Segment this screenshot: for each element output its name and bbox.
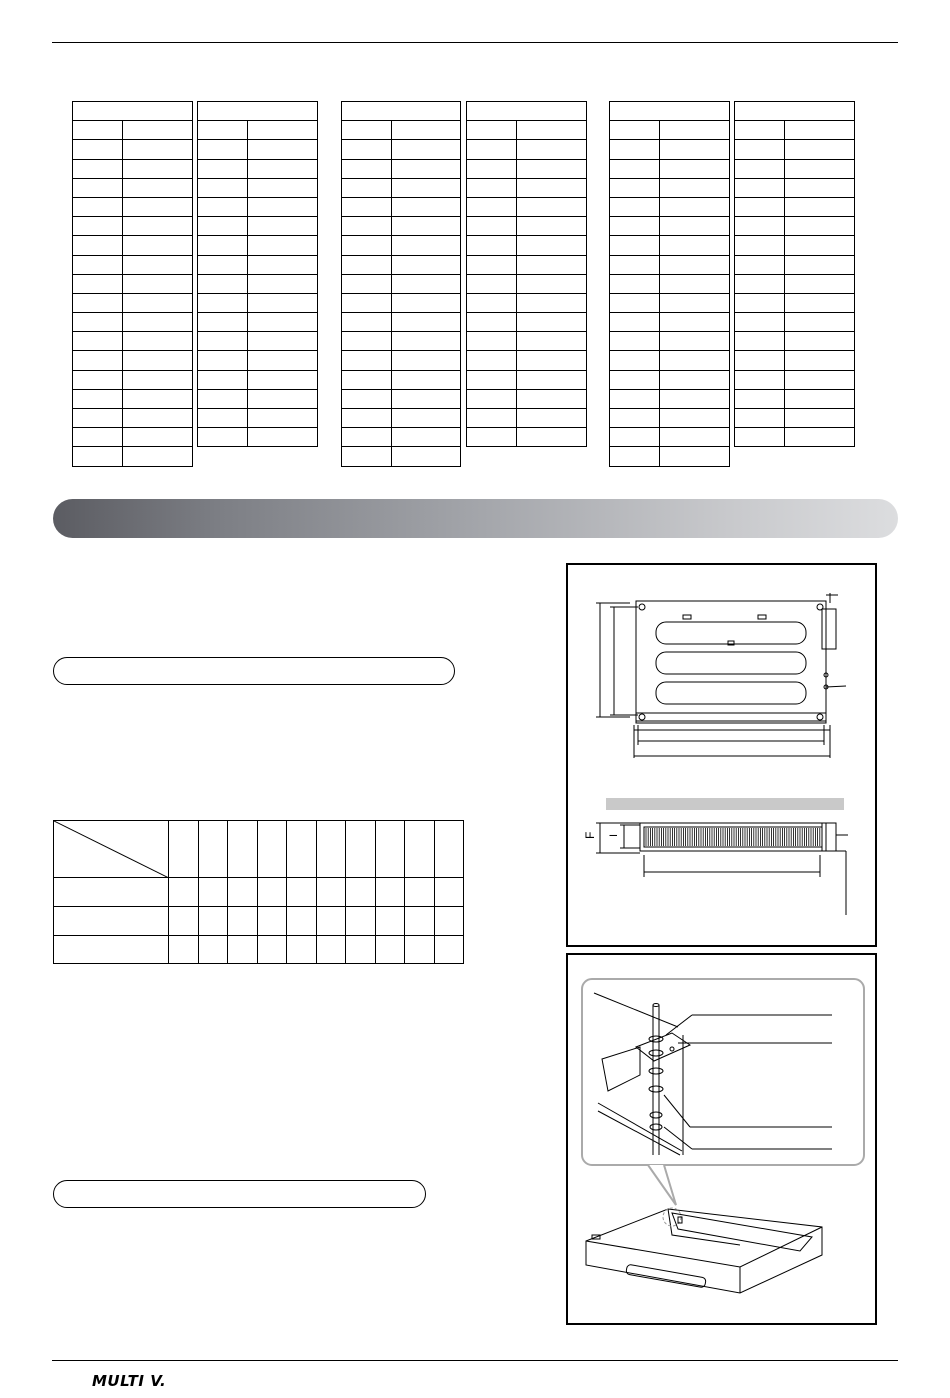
lookup-table-1-body (73, 102, 193, 467)
table-header-row (467, 102, 587, 121)
table-row (467, 140, 587, 159)
table-row (73, 197, 193, 216)
subsection-heading-pill-2 (53, 1180, 426, 1208)
table-row (198, 313, 318, 332)
table-row (342, 389, 461, 408)
multi-v-logo: MULTI V. (92, 1372, 167, 1390)
table-row (342, 428, 461, 447)
table-row (198, 332, 318, 351)
table-row (198, 428, 318, 447)
table-header-row (342, 102, 461, 121)
table-row (198, 293, 318, 312)
table-row (735, 428, 855, 447)
table-row (342, 293, 461, 312)
table-row (610, 140, 730, 159)
table-row (610, 178, 730, 197)
installation-figure (566, 953, 877, 1325)
table-row (73, 332, 193, 351)
table-row (735, 197, 855, 216)
table-row (467, 428, 587, 447)
table-row (610, 255, 730, 274)
table-row (342, 178, 461, 197)
table-row (73, 236, 193, 255)
table-row (198, 121, 318, 140)
table-row (198, 409, 318, 428)
lookup-table-3 (341, 101, 461, 467)
table-row (198, 236, 318, 255)
table-row (342, 236, 461, 255)
table-row (467, 293, 587, 312)
table-row (73, 428, 193, 447)
table-header-row (735, 102, 855, 121)
table-row (198, 389, 318, 408)
table-row (198, 159, 318, 178)
spec-table-corner-cell (54, 821, 169, 878)
dimension-letter-i: I (608, 833, 620, 837)
lookup-table-4-body (467, 102, 587, 447)
front-grille-slats (646, 828, 820, 846)
table-row (610, 121, 730, 140)
table-row (610, 351, 730, 370)
lookup-table-4 (466, 101, 587, 447)
table-row (467, 121, 587, 140)
table-row (73, 121, 193, 140)
table-row (73, 447, 193, 466)
table-row (467, 351, 587, 370)
table-row (342, 217, 461, 236)
table-row (342, 255, 461, 274)
table-row (342, 159, 461, 178)
table-row (735, 313, 855, 332)
table-row (610, 389, 730, 408)
table-row (735, 255, 855, 274)
table-row (467, 178, 587, 197)
table-row (735, 332, 855, 351)
table-row (73, 409, 193, 428)
lookup-table-5-body (610, 102, 730, 467)
table-row (610, 447, 730, 466)
table-row (610, 332, 730, 351)
lookup-table-6 (734, 101, 855, 447)
table-row (467, 409, 587, 428)
table-row (610, 293, 730, 312)
table-row (198, 140, 318, 159)
table-row (467, 217, 587, 236)
table-row (73, 389, 193, 408)
table-row (73, 159, 193, 178)
spec-table-row (54, 907, 464, 936)
table-row (73, 217, 193, 236)
table-row (735, 389, 855, 408)
table-row (198, 255, 318, 274)
lookup-table-1 (72, 101, 193, 467)
lookup-table-2 (197, 101, 318, 447)
table-row (467, 159, 587, 178)
indoor-unit-dimension-drawing (568, 565, 875, 945)
table-row (467, 197, 587, 216)
subsection-heading-pill-1 (53, 657, 455, 685)
table-row (342, 447, 461, 466)
dimension-letter-f: F (583, 831, 597, 839)
table-row (610, 370, 730, 389)
table-row (198, 351, 318, 370)
table-row (610, 236, 730, 255)
table-row (73, 140, 193, 159)
table-header-row (610, 102, 730, 121)
hanger-bolt-installation-drawing (568, 955, 875, 1323)
table-row (198, 178, 318, 197)
table-row (342, 370, 461, 389)
table-row (467, 389, 587, 408)
lookup-table-5 (609, 101, 730, 467)
table-row (342, 197, 461, 216)
table-row (610, 159, 730, 178)
lookup-table-3-body (342, 102, 461, 467)
table-row (610, 409, 730, 428)
spec-table-row (54, 936, 464, 964)
table-row (342, 332, 461, 351)
indoor-unit-perspective (586, 1208, 822, 1293)
table-row (735, 370, 855, 389)
table-row (735, 351, 855, 370)
table-row (467, 274, 587, 293)
table-row (735, 409, 855, 428)
table-row (342, 409, 461, 428)
table-row (610, 313, 730, 332)
table-row (73, 370, 193, 389)
table-row (342, 140, 461, 159)
table-row (342, 313, 461, 332)
table-row (735, 236, 855, 255)
table-row (73, 313, 193, 332)
table-row (610, 428, 730, 447)
diagonal-divider (54, 821, 169, 878)
table-row (73, 255, 193, 274)
table-row (735, 217, 855, 236)
table-row (342, 351, 461, 370)
lookup-table-2-body (198, 102, 318, 447)
table-row (467, 332, 587, 351)
table-row (198, 274, 318, 293)
table-row (198, 217, 318, 236)
table-row (73, 293, 193, 312)
table-row (735, 140, 855, 159)
table-row (467, 370, 587, 389)
table-header-row (198, 102, 318, 121)
table-row (73, 351, 193, 370)
table-row (198, 370, 318, 389)
table-row (342, 274, 461, 293)
table-row (735, 121, 855, 140)
dimension-spec-table (53, 820, 464, 964)
table-row (610, 197, 730, 216)
footer-rule (52, 1360, 898, 1361)
table-row (735, 178, 855, 197)
table-row (73, 274, 193, 293)
table-row (610, 217, 730, 236)
dimension-drawing-figure (566, 563, 877, 947)
table-row (610, 274, 730, 293)
header-rule (52, 42, 898, 43)
table-row (73, 178, 193, 197)
table-row (735, 293, 855, 312)
table-row (198, 197, 318, 216)
table-row (467, 236, 587, 255)
table-row (735, 274, 855, 293)
table-row (467, 313, 587, 332)
section-banner (53, 499, 898, 538)
table-row (467, 255, 587, 274)
spec-table-row (54, 878, 464, 907)
lookup-table-6-body (735, 102, 855, 447)
table-row (735, 159, 855, 178)
table-header-row (73, 102, 193, 121)
table-row (342, 121, 461, 140)
